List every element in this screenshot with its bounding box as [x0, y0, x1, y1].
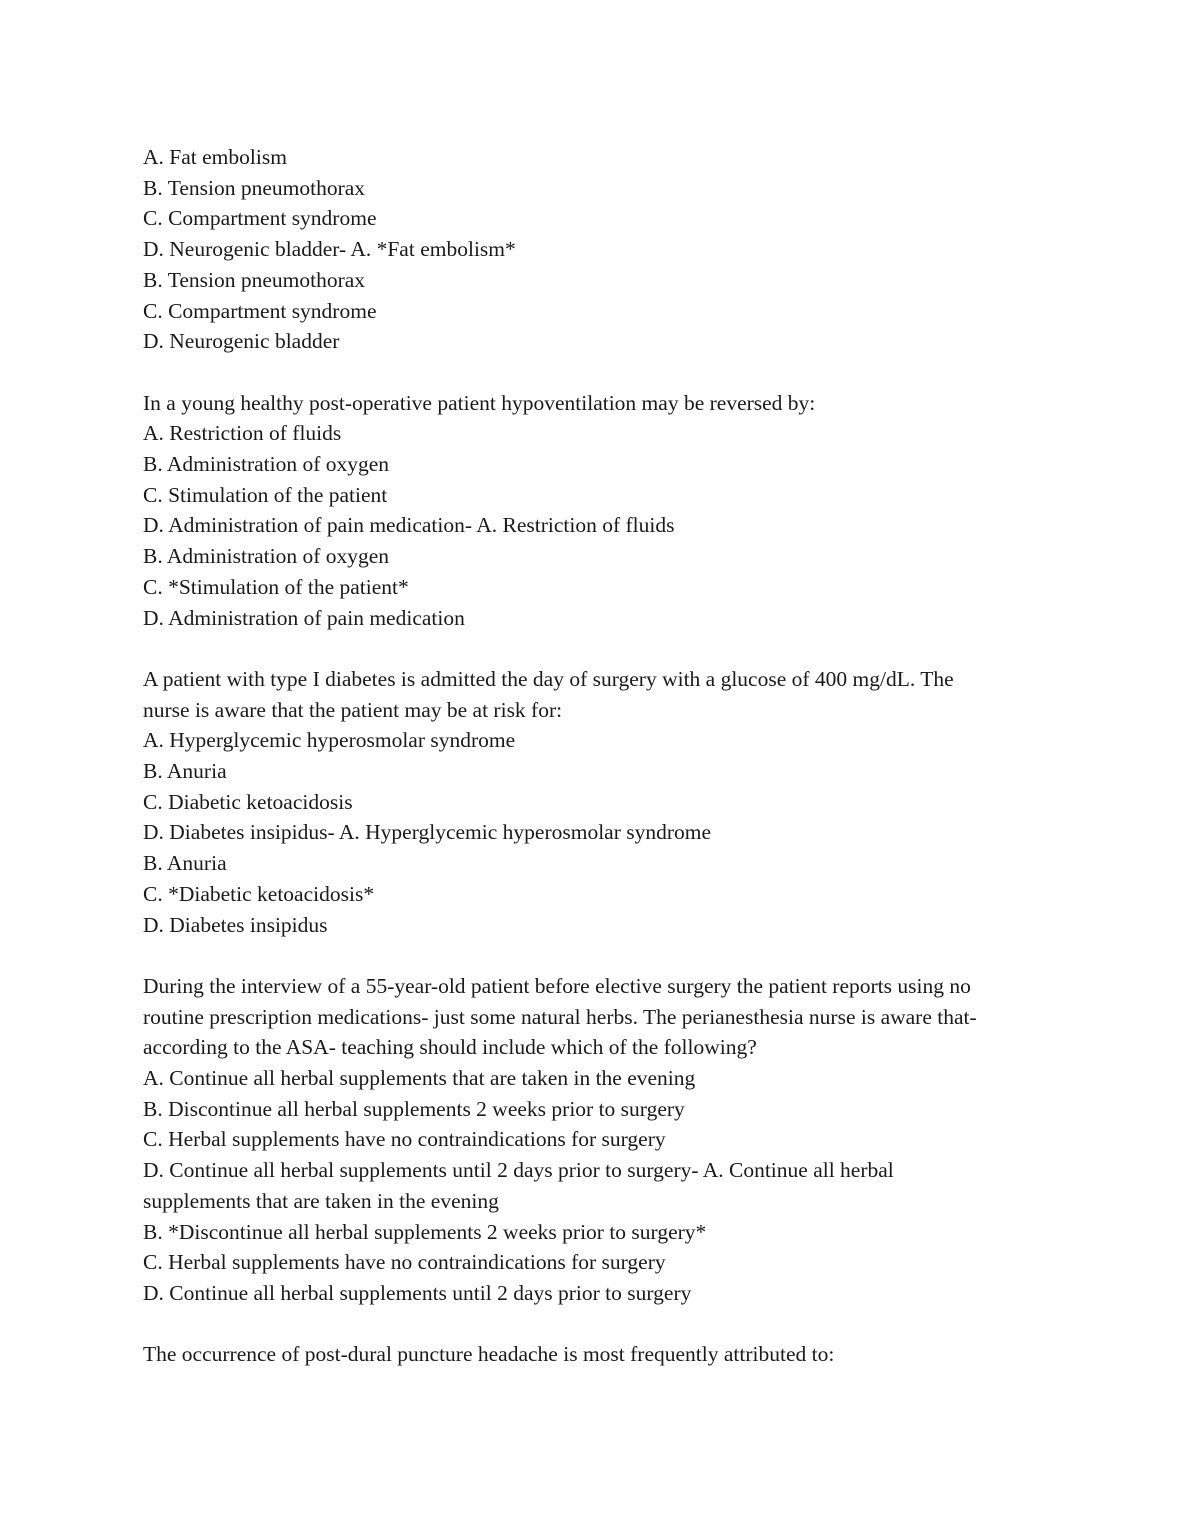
text-line: D. Diabetes insipidus — [143, 912, 328, 937]
question-text: nurse is aware that the patient may be at risk for: — [143, 697, 563, 722]
text-line: C. *Stimulation of the patient* — [143, 574, 409, 599]
question-text: A patient with type I diabetes is admitted the day of surgery with a glucose of 400 mg/dL. The — [143, 666, 954, 691]
text-line: D. Continue all herbal supplements until 2 days prior to surgery- A. Continue all herbal — [143, 1158, 894, 1183]
question-text: During the interview of a 55-year-old patient before elective surgery the patient reports using no — [143, 973, 971, 998]
question-text: The occurrence of post-dural puncture headache is most frequently attributed to: — [143, 1342, 835, 1367]
question-block-post-dural-headache — [143, 1339, 1063, 1370]
text-line: A. Continue all herbal supplements that are taken in the evening — [143, 1066, 696, 1091]
text-line: supplements that are taken in the evening — [143, 1188, 499, 1213]
text-line: D. Neurogenic bladder — [143, 329, 340, 354]
question-text: routine prescription medications- just some natural herbs. The perianesthesia nurse is aware that- — [143, 1004, 977, 1029]
text-line: A. Fat embolism — [143, 145, 287, 169]
question-text: according to the ASA- teaching should include which of the following? — [143, 1035, 757, 1060]
text-line: B. Tension pneumothorax — [143, 175, 366, 200]
text-line: A. Restriction of fluids — [143, 421, 342, 446]
question-block-fat-embolism — [143, 142, 1063, 357]
text-line: B. Discontinue all herbal supplements 2 weeks prior to surgery — [143, 1096, 685, 1121]
document-body — [143, 142, 1063, 1370]
text-line: B. Anuria — [143, 759, 227, 784]
text-line: C. Herbal supplements have no contraindications for surgery — [143, 1127, 666, 1152]
text-line: C. Herbal supplements have no contraindications for surgery — [143, 1250, 666, 1275]
text-line: D. Administration of pain medication- A. Restriction of fluids — [143, 513, 675, 538]
text-line: C. Compartment syndrome — [143, 206, 377, 231]
text-line: D. Continue all herbal supplements until 2 days prior to surgery — [143, 1280, 692, 1305]
question-block-hypoventilation — [143, 388, 1063, 634]
text-line: D. Diabetes insipidus- A. Hyperglycemic hyperosmolar syndrome — [143, 820, 712, 845]
text-line: B. Tension pneumothorax — [143, 267, 366, 292]
text-line: D. Neurogenic bladder- A. *Fat embolism* — [143, 237, 516, 262]
text-line: C. *Diabetic ketoacidosis* — [143, 881, 375, 906]
question-block-diabetes — [143, 664, 1063, 940]
text-line: B. Administration of oxygen — [143, 452, 390, 477]
text-line: B. Anuria — [143, 851, 227, 876]
text-line: C. Compartment syndrome — [143, 298, 377, 323]
text-line: B. *Discontinue all herbal supplements 2 weeks prior to surgery* — [143, 1219, 707, 1244]
text-line: B. Administration of oxygen — [143, 544, 390, 569]
text-line: C. Diabetic ketoacidosis — [143, 789, 353, 814]
question-text: In a young healthy post-operative patient hypoventilation may be reversed by: — [143, 390, 816, 415]
text-line: C. Stimulation of the patient — [143, 482, 388, 507]
text-line: D. Administration of pain medication — [143, 605, 465, 630]
question-block-herbal-supplements — [143, 971, 1063, 1309]
text-line: A. Hyperglycemic hyperosmolar syndrome — [143, 728, 516, 753]
